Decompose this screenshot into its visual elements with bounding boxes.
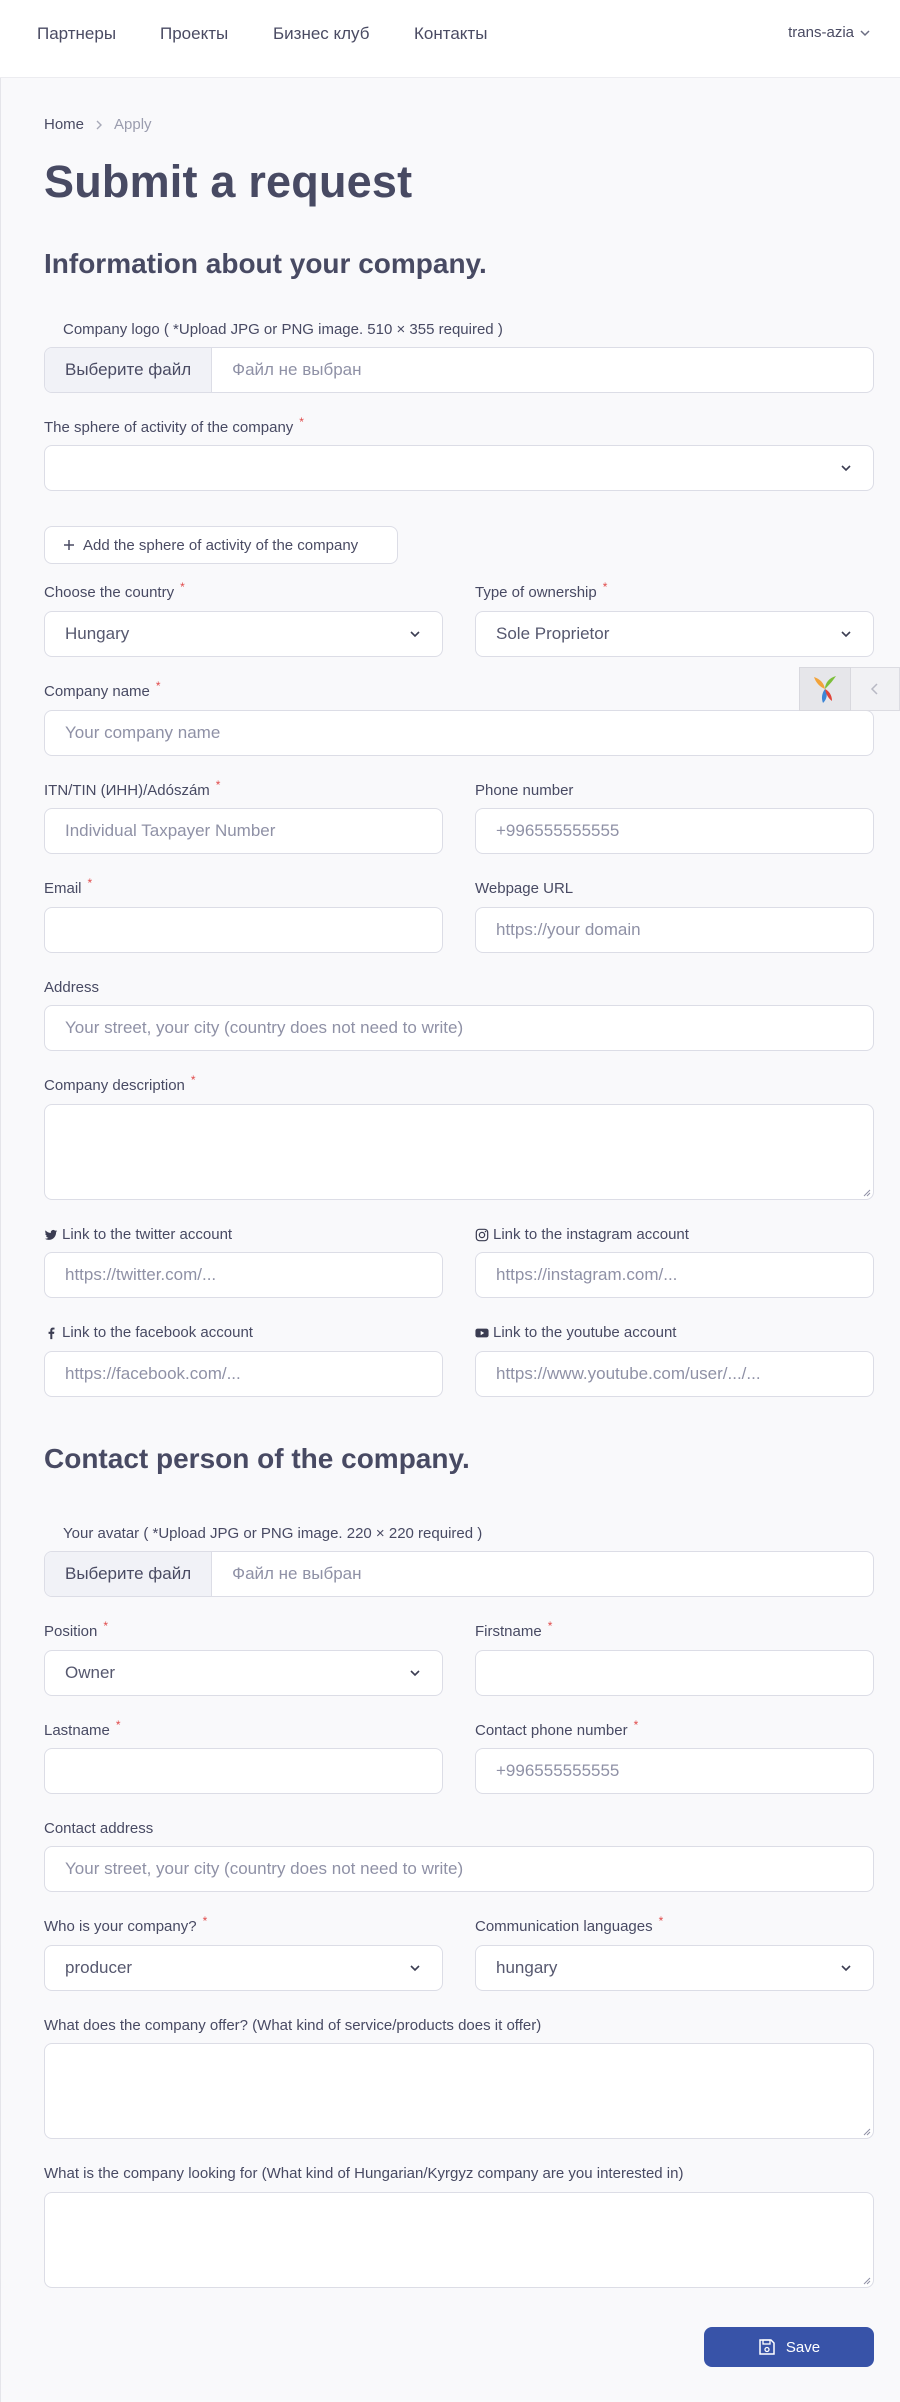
instagram-label — [475, 1226, 689, 1243]
position-select[interactable] — [44, 1650, 443, 1696]
chevron-down-icon — [839, 461, 853, 475]
company-section-title: Information about your company. — [44, 248, 487, 279]
required-asterisk: * — [87, 875, 93, 890]
languages-select-value: hungary — [496, 1958, 558, 1977]
yii-logo-icon[interactable] — [799, 667, 851, 711]
instagram-label-text: Link to the instagram account — [493, 1226, 689, 1243]
chevron-right-icon — [94, 120, 104, 130]
save-icon — [758, 2338, 776, 2356]
required-asterisk: * — [155, 678, 161, 693]
country-label-text: Choose the country — [44, 584, 175, 601]
address-label: Address — [44, 979, 100, 996]
position-select-value: Owner — [65, 1663, 116, 1682]
itn-label — [44, 777, 221, 799]
chevron-down-icon — [860, 28, 870, 38]
chevron-down-icon — [839, 1961, 853, 1975]
required-asterisk: * — [215, 777, 221, 792]
required-asterisk: * — [299, 414, 304, 429]
save-button[interactable] — [704, 2327, 874, 2367]
position-label — [44, 1618, 109, 1640]
choose-file-button[interactable]: Выберите файл — [45, 348, 212, 392]
ownership-label-text: Type of ownership — [475, 584, 597, 601]
contact-phone-label-text: Contact phone number — [475, 1722, 628, 1739]
sphere-label — [44, 414, 304, 436]
youtube-label-text: Link to the youtube account — [493, 1324, 677, 1341]
phone-input[interactable]: +996555555555 — [475, 808, 874, 854]
resize-grip-icon[interactable] — [861, 2275, 871, 2285]
youtube-input[interactable]: https://www.youtube.com/user/.../... — [475, 1351, 874, 1397]
chevron-down-icon — [839, 627, 853, 641]
twitter-label-text: Link to the twitter account — [62, 1226, 233, 1243]
file-status: Файл не выбран — [232, 1564, 362, 1583]
address-input[interactable]: Your street, your city (country does not need to write) — [44, 1005, 874, 1051]
chevron-down-icon — [408, 627, 422, 641]
sphere-select[interactable] — [44, 445, 874, 491]
required-asterisk: * — [602, 579, 608, 594]
nav-link-business-club[interactable]: Бизнес клуб — [273, 24, 370, 43]
itn-label-text: ITN/TIN (ИНН)/Adószám — [44, 782, 210, 799]
webpage-input[interactable]: https://your domain — [475, 907, 874, 953]
looking-for-textarea[interactable] — [44, 2192, 874, 2288]
lastname-label — [44, 1717, 121, 1739]
page-title: Submit a request — [44, 156, 413, 207]
side-widget — [799, 667, 900, 711]
required-asterisk: * — [115, 1717, 121, 1732]
nav-link-contacts[interactable]: Контакты — [414, 24, 488, 43]
choose-file-button[interactable]: Выберите файл — [45, 1552, 212, 1596]
language-selector[interactable] — [788, 24, 870, 41]
facebook-icon — [44, 1326, 58, 1340]
company-type-label-text: Who is your company? — [44, 1918, 197, 1935]
collapse-widget-button[interactable] — [851, 667, 900, 711]
country-label — [44, 579, 185, 601]
company-type-select[interactable] — [44, 1945, 443, 1991]
company-name-label — [44, 678, 161, 700]
file-status: Файл не выбран — [232, 360, 362, 379]
email-label — [44, 875, 93, 897]
description-textarea[interactable] — [44, 1104, 874, 1200]
required-asterisk: * — [658, 1913, 664, 1928]
languages-label — [475, 1913, 664, 1935]
breadcrumb — [44, 116, 152, 133]
country-select[interactable] — [44, 611, 443, 657]
required-asterisk: * — [547, 1618, 553, 1633]
facebook-label — [44, 1324, 253, 1341]
country-select-value: Hungary — [65, 624, 130, 643]
sphere-label-text: The sphere of activity of the company — [44, 419, 294, 436]
youtube-label — [475, 1324, 676, 1341]
resize-grip-icon[interactable] — [861, 1187, 871, 1197]
webpage-label: Webpage URL — [475, 880, 574, 897]
breadcrumb-current: Apply — [114, 116, 152, 133]
company-type-label — [44, 1913, 208, 1935]
company-name-input[interactable]: Your company name — [44, 710, 874, 756]
company-name-label-text: Company name — [44, 683, 150, 700]
email-label-text: Email — [44, 880, 82, 897]
required-asterisk: * — [180, 579, 185, 594]
ownership-select-value: Sole Proprietor — [496, 624, 610, 643]
twitter-icon — [44, 1228, 58, 1242]
lastname-label-text: Lastname — [44, 1722, 110, 1739]
offer-label: What does the company offer? (What kind of service/products does it offer) — [44, 2017, 542, 2034]
nav-link-partners[interactable]: Партнеры — [37, 24, 117, 43]
company-logo-upload[interactable] — [44, 347, 874, 393]
contact-address-input[interactable]: Your street, your city (country does not need to write) — [44, 1846, 874, 1892]
contact-section-title: Contact person of the company. — [44, 1443, 470, 1474]
required-asterisk: * — [190, 1072, 196, 1087]
twitter-input[interactable]: https://twitter.com/... — [44, 1252, 443, 1298]
required-asterisk: * — [103, 1618, 109, 1633]
instagram-icon — [475, 1228, 489, 1242]
firstname-label-text: Firstname — [475, 1623, 542, 1640]
description-label-text: Company description — [44, 1077, 185, 1094]
ownership-select[interactable] — [475, 611, 874, 657]
contact-phone-input[interactable]: +996555555555 — [475, 1748, 874, 1794]
required-asterisk: * — [202, 1913, 208, 1928]
lastname-input[interactable] — [44, 1748, 443, 1794]
plus-icon — [63, 539, 75, 551]
twitter-label — [44, 1226, 232, 1243]
add-sphere-button-label: Add the sphere of activity of the company — [83, 536, 359, 554]
position-label-text: Position — [44, 1623, 98, 1640]
save-button-label: Save — [785, 2338, 821, 2356]
languages-select[interactable] — [475, 1945, 874, 1991]
firstname-label — [475, 1618, 553, 1640]
offer-textarea[interactable] — [44, 2043, 874, 2139]
instagram-input[interactable]: https://instagram.com/... — [475, 1252, 874, 1298]
ownership-label — [475, 579, 608, 601]
language-selector-label: trans-azia — [788, 24, 854, 41]
add-sphere-button[interactable] — [44, 526, 398, 564]
chevron-down-icon — [408, 1961, 422, 1975]
contact-address-label: Contact address — [44, 1820, 154, 1837]
description-label — [44, 1072, 196, 1094]
facebook-input[interactable]: https://facebook.com/... — [44, 1351, 443, 1397]
company-type-select-value: producer — [65, 1958, 133, 1977]
required-asterisk: * — [633, 1717, 639, 1732]
top-navigation — [0, 0, 900, 78]
nav-link-projects[interactable]: Проекты — [160, 24, 229, 43]
email-input[interactable] — [44, 907, 443, 953]
breadcrumb-home[interactable]: Home — [44, 116, 85, 133]
facebook-label-text: Link to the facebook account — [62, 1324, 253, 1341]
looking-for-label: What is the company looking for (What kind of Hungarian/Kyrgyz company are you interested in) — [44, 2165, 684, 2182]
chevron-left-icon — [870, 683, 880, 695]
phone-label: Phone number — [475, 782, 574, 799]
avatar-label: Your avatar ( *Upload JPG or PNG image. 220 × 220 required ) — [63, 1525, 483, 1542]
avatar-upload[interactable] — [44, 1551, 874, 1597]
contact-phone-label — [475, 1717, 639, 1739]
youtube-icon — [475, 1326, 489, 1340]
firstname-input[interactable] — [475, 1650, 874, 1696]
itn-input[interactable]: Individual Taxpayer Number — [44, 808, 443, 854]
languages-label-text: Communication languages — [475, 1918, 653, 1935]
company-logo-label: Company logo ( *Upload JPG or PNG image. 510 × 355 required ) — [63, 321, 503, 338]
chevron-down-icon — [408, 1666, 422, 1680]
resize-grip-icon[interactable] — [861, 2126, 871, 2136]
